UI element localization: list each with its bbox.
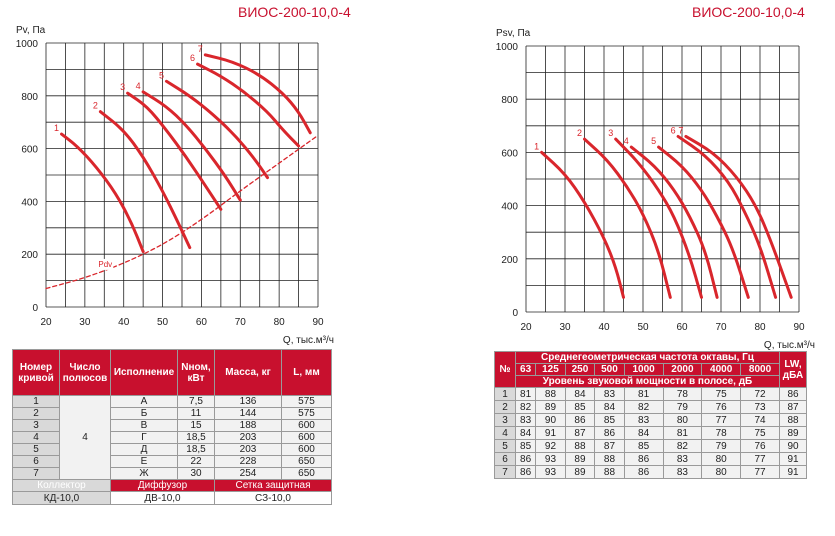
left-curve-2 — [100, 112, 189, 248]
right-y-tick-label: 400 — [501, 201, 518, 213]
sound-level-cell: 85 — [595, 414, 625, 427]
sound-row — [495, 414, 807, 427]
right-curve-label-7: 7 — [678, 125, 684, 136]
header-lw: LW, дБА — [780, 352, 807, 388]
sound-level-cell: 83 — [663, 453, 702, 466]
right-y-tick-label: 200 — [501, 254, 518, 266]
header-octave-band: Среднегеометрическая частота октавы, Гц — [516, 352, 780, 364]
left-y-tick-label: 400 — [21, 197, 38, 209]
sound-level-cell: 78 — [663, 388, 702, 401]
accessories-values-row — [13, 492, 332, 505]
spec-cell-mass: 254 — [215, 468, 282, 480]
spec-cell-curve: 1 — [13, 396, 60, 408]
sound-level-cell: 82 — [663, 440, 702, 453]
sound-level-cell: 93 — [536, 466, 566, 479]
left-y-tick-label: 800 — [21, 91, 38, 103]
left-x-tick-label: 60 — [195, 317, 207, 328]
right-y-axis-label: Psv, Па — [496, 28, 531, 39]
spec-cell-length: 650 — [282, 468, 332, 480]
sound-level-cell: 83 — [516, 414, 536, 427]
header-curve-number: Номер кривой — [13, 350, 60, 396]
sound-row-number: 5 — [495, 440, 516, 453]
frequency-header: 1000 — [624, 364, 663, 376]
spec-cell-length: 600 — [282, 432, 332, 444]
left-y-tick-label: 600 — [21, 144, 38, 156]
sound-level-cell: 85 — [565, 401, 595, 414]
header-number: № — [495, 352, 516, 388]
sound-level-cell: 87 — [565, 427, 595, 440]
sound-level-cell: 83 — [663, 466, 702, 479]
sound-level-cell: 85 — [624, 440, 663, 453]
right-x-axis-label: Q, тыс.м³/ч — [763, 340, 815, 351]
left-y-axis-label: Pv, Па — [16, 25, 46, 36]
sound-level-cell: 86 — [624, 466, 663, 479]
spec-cell-mass: 228 — [215, 456, 282, 468]
spec-cell-power: 7,5 — [178, 396, 215, 408]
collector-label: Коллектор — [13, 480, 111, 492]
sound-lw-cell: 87 — [780, 401, 807, 414]
spec-cell-mass: 136 — [215, 396, 282, 408]
left-curve-label-2: 2 — [92, 100, 98, 111]
left-y-tick-label: 200 — [21, 250, 38, 262]
sound-row — [495, 427, 807, 440]
spec-cell-version: В — [111, 420, 178, 432]
spec-cell-curve: 3 — [13, 420, 60, 432]
right-x-tick-label: 70 — [715, 322, 727, 333]
spec-cell-power: 11 — [178, 408, 215, 420]
sound-row — [495, 453, 807, 466]
left-curve-6 — [198, 64, 299, 146]
sound-level-cell: 86 — [565, 414, 595, 427]
left-y-tick-label: 0 — [32, 303, 38, 314]
frequency-header: 4000 — [702, 364, 741, 376]
frequency-header: 500 — [595, 364, 625, 376]
spec-cell-length: 600 — [282, 444, 332, 456]
spec-cell-mass: 203 — [215, 432, 282, 444]
right-curve-1 — [542, 152, 624, 297]
sound-lw-cell: 90 — [780, 440, 807, 453]
sound-lw-cell: 88 — [780, 414, 807, 427]
sound-lw-cell: 86 — [780, 388, 807, 401]
sound-level-cell: 89 — [536, 401, 566, 414]
frequency-header: 250 — [565, 364, 595, 376]
sound-level-cell: 93 — [536, 453, 566, 466]
sound-level-cell: 74 — [741, 414, 780, 427]
sound-level-cell: 81 — [663, 427, 702, 440]
spec-cell-length: 575 — [282, 396, 332, 408]
sound-level-cell: 81 — [516, 388, 536, 401]
right-x-tick-label: 20 — [520, 322, 532, 333]
spec-cell-version: Ж — [111, 468, 178, 480]
poles-cell: 4 — [60, 396, 111, 480]
left-x-tick-label: 30 — [79, 317, 91, 328]
sound-level-cell: 79 — [663, 401, 702, 414]
right-curve-label-1: 1 — [534, 141, 540, 152]
spec-cell-length: 650 — [282, 456, 332, 468]
header-poles: Число полюсов — [60, 350, 111, 396]
header-version: Исполнение — [111, 350, 178, 396]
sound-level-cell: 81 — [624, 388, 663, 401]
right-x-tick-label: 30 — [559, 322, 571, 333]
sound-level-cell: 76 — [741, 440, 780, 453]
sound-level-cell: 75 — [702, 388, 741, 401]
sound-row — [495, 401, 807, 414]
spec-cell-mass: 188 — [215, 420, 282, 432]
spec-cell-version: А — [111, 396, 178, 408]
sound-row — [495, 466, 807, 479]
spec-cell-curve: 4 — [13, 432, 60, 444]
sound-level-cell: 86 — [516, 453, 536, 466]
frequency-header: 125 — [536, 364, 566, 376]
sound-level-cell: 89 — [565, 453, 595, 466]
accessories-header-row — [13, 480, 332, 492]
spec-table-body — [13, 396, 332, 480]
left-y-tick-label: 1000 — [15, 39, 38, 50]
sound-lw-cell: 91 — [780, 453, 807, 466]
left-curve-1 — [62, 134, 144, 251]
sound-level-cell: 83 — [595, 388, 625, 401]
sound-level-cell: 79 — [702, 440, 741, 453]
sound-level-cell: 72 — [741, 388, 780, 401]
sound-row — [495, 440, 807, 453]
left-dynamic-pressure-label: Pdv — [98, 259, 113, 269]
spec-cell-power: 22 — [178, 456, 215, 468]
left-chart-title: ВИОС-200-10,0-4 — [238, 4, 351, 20]
sound-level-cell: 77 — [741, 453, 780, 466]
sound-row-number: 6 — [495, 453, 516, 466]
right-x-tick-label: 90 — [793, 322, 805, 333]
right-curve-label-4: 4 — [623, 136, 629, 147]
sound-level-cell: 73 — [741, 401, 780, 414]
sound-level-cell: 80 — [702, 466, 741, 479]
sound-row-number: 7 — [495, 466, 516, 479]
sound-level-cell: 90 — [536, 414, 566, 427]
right-y-tick-label: 1000 — [495, 42, 518, 53]
sound-lw-cell: 91 — [780, 466, 807, 479]
left-x-tick-label: 80 — [273, 317, 285, 328]
spec-cell-curve: 2 — [13, 408, 60, 420]
spec-row — [13, 396, 332, 408]
spec-cell-mass: 144 — [215, 408, 282, 420]
sound-level-cell: 83 — [624, 414, 663, 427]
protective-grid-value: СЗ-10,0 — [215, 492, 332, 505]
spec-cell-power: 15 — [178, 420, 215, 432]
sound-level-cell: 77 — [741, 466, 780, 479]
frequency-header: 8000 — [741, 364, 780, 376]
sound-level-cell: 75 — [741, 427, 780, 440]
right-x-tick-label: 60 — [676, 322, 688, 333]
diffuser-value: ДВ-10,0 — [111, 492, 215, 505]
collector-value: КД-10,0 — [13, 492, 111, 505]
left-curve-label-3: 3 — [120, 82, 126, 93]
sound-row — [495, 388, 807, 401]
spec-cell-version: Г — [111, 432, 178, 444]
spec-cell-version: Б — [111, 408, 178, 420]
sound-level-cell: 82 — [624, 401, 663, 414]
sound-row-number: 3 — [495, 414, 516, 427]
sound-level-cell: 85 — [516, 440, 536, 453]
sound-level-cell: 76 — [702, 401, 741, 414]
left-curve-label-5: 5 — [158, 70, 164, 81]
right-curve-label-3: 3 — [608, 128, 614, 139]
header-length: L, мм — [282, 350, 332, 396]
sound-level-cell: 88 — [565, 440, 595, 453]
left-curve-label-7: 7 — [197, 43, 203, 54]
sound-level-cell: 86 — [595, 427, 625, 440]
sound-level-cell: 91 — [536, 427, 566, 440]
sound-level-cell: 82 — [516, 401, 536, 414]
protective-grid-label: Сетка защитная — [215, 480, 332, 492]
sound-level-cell: 80 — [663, 414, 702, 427]
left-x-tick-label: 40 — [118, 317, 130, 328]
sound-power-table — [494, 351, 807, 479]
sound-row-number: 4 — [495, 427, 516, 440]
right-x-tick-label: 50 — [637, 322, 649, 333]
sound-level-cell: 84 — [516, 427, 536, 440]
sound-lw-cell: 89 — [780, 427, 807, 440]
header-power: Nном, кВт — [178, 350, 215, 396]
spec-cell-power: 18,5 — [178, 444, 215, 456]
sound-level-cell: 89 — [565, 466, 595, 479]
spec-cell-length: 600 — [282, 420, 332, 432]
frequency-header: 63 — [516, 364, 536, 376]
sound-level-cell: 88 — [595, 466, 625, 479]
left-curve-label-6: 6 — [190, 53, 196, 64]
sound-level-cell: 88 — [595, 453, 625, 466]
spec-cell-curve: 7 — [13, 468, 60, 480]
sound-level-cell: 92 — [536, 440, 566, 453]
left-x-tick-label: 70 — [234, 317, 246, 328]
spec-cell-curve: 5 — [13, 444, 60, 456]
diffuser-label: Диффузор — [111, 480, 215, 492]
spec-cell-version: Е — [111, 456, 178, 468]
left-curve-label-1: 1 — [54, 123, 60, 134]
header-mass: Масса, кг — [215, 350, 282, 396]
right-x-tick-label: 80 — [754, 322, 766, 333]
left-x-tick-label: 90 — [312, 317, 324, 328]
sound-table-body — [495, 388, 807, 479]
left-curve-label-4: 4 — [135, 80, 141, 91]
sound-level-cell: 80 — [702, 453, 741, 466]
right-curve-label-6: 6 — [670, 125, 676, 136]
sound-level-cell: 84 — [595, 401, 625, 414]
sound-level-cell: 78 — [702, 427, 741, 440]
right-curve-5 — [659, 147, 749, 297]
left-x-tick-label: 20 — [40, 317, 52, 328]
spec-cell-mass: 203 — [215, 444, 282, 456]
spec-cell-power: 18,5 — [178, 432, 215, 444]
left-x-tick-label: 50 — [157, 317, 169, 328]
frequency-row — [495, 364, 807, 376]
fan-spec-table — [12, 349, 332, 505]
right-y-tick-label: 600 — [501, 148, 518, 160]
right-curve-label-5: 5 — [651, 136, 657, 147]
spec-cell-power: 30 — [178, 468, 215, 480]
sound-level-cell: 86 — [516, 466, 536, 479]
right-curve-2 — [585, 139, 671, 297]
left-x-axis-label: Q, тыс.м³/ч — [282, 335, 334, 346]
sound-level-cell: 86 — [624, 453, 663, 466]
right-y-tick-label: 0 — [512, 308, 518, 319]
right-x-tick-label: 40 — [598, 322, 610, 333]
sound-row-number: 1 — [495, 388, 516, 401]
sound-level-cell: 84 — [624, 427, 663, 440]
frequency-header: 2000 — [663, 364, 702, 376]
sound-row-number: 2 — [495, 401, 516, 414]
spec-cell-length: 575 — [282, 408, 332, 420]
right-y-tick-label: 800 — [501, 95, 518, 107]
right-curve-label-2: 2 — [576, 128, 583, 139]
right-chart-title: ВИОС-200-10,0-4 — [692, 4, 805, 20]
spec-cell-curve: 6 — [13, 456, 60, 468]
header-band-power: Уровень звуковой мощности в полосе, дБ — [516, 376, 780, 388]
sound-level-cell: 84 — [565, 388, 595, 401]
sound-level-cell: 87 — [595, 440, 625, 453]
sound-level-cell: 88 — [536, 388, 566, 401]
sound-level-cell: 77 — [702, 414, 741, 427]
spec-cell-version: Д — [111, 444, 178, 456]
